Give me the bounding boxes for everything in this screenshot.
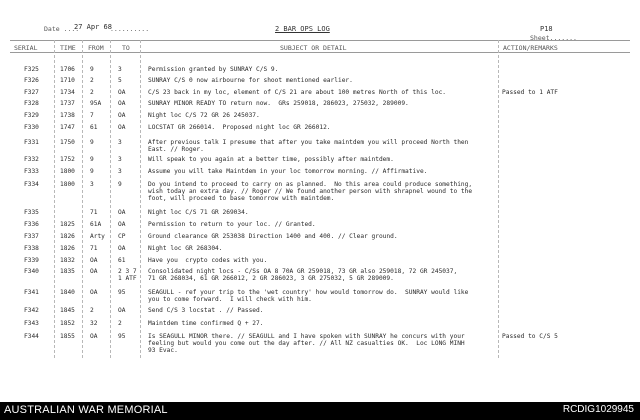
row-from: 61A: [90, 221, 102, 228]
row-serial: F332: [24, 156, 39, 163]
row-time: 1738: [60, 112, 75, 119]
row-time: 1840: [60, 289, 75, 296]
header-top-rule: [10, 40, 630, 41]
row-time: 1826: [60, 233, 75, 240]
row-detail: LOCSTAT GR 266014. Proposed night loc GR 266012.: [148, 124, 331, 131]
row-from: OA: [90, 257, 98, 264]
row-from: 61: [90, 124, 98, 131]
row-detail: SEAGULL - ref your trip to the 'wet country' how would tomorrow do. SUNRAY would like you to come forward. I will check with him.: [148, 289, 469, 304]
log-title: 2 BAR OPS LOG: [275, 25, 330, 33]
row-detail: C/S 23 back in my loc, element of C/S 21 are about 100 metres North of this loc.: [148, 89, 447, 96]
row-to: CP: [118, 233, 126, 240]
row-to: 2: [118, 320, 122, 327]
row-detail: Consolidated night locs - C/Ss OA 8 70A GR 259018, 73 GR also 259018, 72 GR 245037, 71 GR 268034, 61 GR 266012, 2 GR 286023, 3 GR 275032, 5 GR 289009.: [148, 268, 458, 283]
row-to: OA: [118, 124, 126, 131]
row-from: 9: [90, 168, 94, 175]
row-time: 1710: [60, 77, 75, 84]
row-time: 1747: [60, 124, 75, 131]
row-from: 9: [90, 139, 94, 146]
row-detail: Will speak to you again at a better time, possibly after maintdem.: [148, 156, 394, 163]
col-divider-subject: [498, 40, 499, 358]
row-detail: After previous talk I presume that after you take maintdem you will proceed North then East. // Roger.: [148, 139, 469, 154]
row-serial: F343: [24, 320, 39, 327]
col-divider-time: [82, 40, 83, 358]
row-time: 1737: [60, 100, 75, 107]
row-to: OA: [118, 209, 126, 216]
row-detail: SUNRAY MINOR READY TO return now. GRs 259018, 286023, 275032, 289009.: [148, 100, 409, 107]
row-from: 2: [90, 307, 94, 314]
row-time: 1734: [60, 89, 75, 96]
row-from: 9: [90, 156, 94, 163]
record-id: RCDIG1029945: [562, 404, 634, 415]
row-to: 95: [118, 333, 126, 340]
row-to: 9: [118, 181, 122, 188]
row-serial: F327: [24, 89, 39, 96]
row-serial: F335: [24, 209, 39, 216]
row-detail: Is SEAGULL MINOR there. // SEAGULL and I have spoken with SUNRAY he concurs with your feeling but would you come out the day after. // All NZ casualties OK. Loc LONG MINH 93 Evac.: [148, 333, 465, 355]
col-header-serial: SERIAL: [14, 44, 38, 52]
row-serial: F344: [24, 333, 39, 340]
row-serial: F338: [24, 245, 39, 252]
row-from: 3: [90, 181, 94, 188]
row-to: OA: [118, 221, 126, 228]
archive-name: AUSTRALIAN WAR MEMORIAL: [4, 404, 168, 416]
row-detail: Night loc GR 268304.: [148, 245, 223, 252]
row-serial: F339: [24, 257, 39, 264]
page-number: P18: [540, 25, 553, 33]
row-from: 2: [90, 89, 94, 96]
row-from: 7: [90, 112, 94, 119]
row-to: 3: [118, 66, 122, 73]
row-time: 1826: [60, 245, 75, 252]
row-time: 1800: [60, 181, 75, 188]
date-dots: ..........: [110, 25, 150, 33]
row-time: 1835: [60, 268, 75, 275]
col-divider-from: [110, 40, 111, 358]
archive-footer: [0, 402, 640, 420]
row-from: Arty: [90, 233, 105, 240]
row-serial: F331: [24, 139, 39, 146]
col-header-subject: SUBJECT OR DETAIL: [280, 44, 347, 52]
date-value: 27 Apr 68: [74, 23, 112, 31]
row-to: 3: [118, 139, 122, 146]
row-from: 71: [90, 209, 98, 216]
row-detail: Assume you will take Maintdem in your loc tomorrow morning. // Affirmative.: [148, 168, 428, 175]
row-serial: F341: [24, 289, 39, 296]
row-to: OA: [118, 89, 126, 96]
row-serial: F334: [24, 181, 39, 188]
row-from: 95A: [90, 100, 102, 107]
row-detail: Send C/S 3 locstat . // Passed.: [148, 307, 264, 314]
col-divider-serial: [54, 40, 55, 358]
row-serial: F326: [24, 77, 39, 84]
row-from: OA: [90, 333, 98, 340]
row-detail: Do you intend to proceed to carry on as planned. No this area could produce something, wish today an extra day. // Roger // We found another person with shrapnel wound to the foot, will proceed to base tomorrow with maintdem.: [148, 181, 473, 203]
row-from: 32: [90, 320, 98, 327]
header-bottom-rule: [10, 52, 630, 53]
row-serial: F329: [24, 112, 39, 119]
row-detail: Night loc C/S 72 GR 26 245037.: [148, 112, 260, 119]
sheet-label: Sheet.......: [530, 34, 577, 42]
row-detail: Ground clearance GR 253038 Direction 1400 and 400. // Clear ground.: [148, 233, 398, 240]
col-header-to: TO: [122, 44, 130, 52]
row-time: 1750: [60, 139, 75, 146]
row-action: Passed to 1 ATF: [502, 89, 558, 96]
row-from: 9: [90, 66, 94, 73]
row-from: OA: [90, 268, 98, 275]
col-header-action: ACTION/REMARKS: [503, 44, 558, 52]
row-from: OA: [90, 289, 98, 296]
row-from: 71: [90, 245, 98, 252]
row-serial: F342: [24, 307, 39, 314]
row-serial: F333: [24, 168, 39, 175]
row-time: 1706: [60, 66, 75, 73]
row-action: Passed to C/S 5: [502, 333, 558, 340]
row-to: 61: [118, 257, 126, 264]
row-to: OA: [118, 245, 126, 252]
row-time: 1800: [60, 168, 75, 175]
row-to: OA: [118, 112, 126, 119]
row-detail: Have you crypto codes with you.: [148, 257, 268, 264]
row-to: 3: [118, 168, 122, 175]
row-time: 1825: [60, 221, 75, 228]
row-to: 2 3 7 1 ATF: [118, 268, 137, 282]
row-serial: F340: [24, 268, 39, 275]
row-detail: Night loc C/S 71 GR 269034.: [148, 209, 249, 216]
row-detail: Permission granted by SUNRAY C/S 9.: [148, 66, 279, 73]
row-to: 3: [118, 156, 122, 163]
col-header-from: FROM: [88, 44, 104, 52]
row-to: OA: [118, 307, 126, 314]
row-serial: F328: [24, 100, 39, 107]
row-detail: Permission to return to your loc. // Granted.: [148, 221, 316, 228]
row-serial: F330: [24, 124, 39, 131]
row-time: 1752: [60, 156, 75, 163]
row-serial: F325: [24, 66, 39, 73]
row-time: 1845: [60, 307, 75, 314]
row-detail: SUNRAY C/S 0 now airbourne for shoot mentioned earlier.: [148, 77, 353, 84]
row-to: OA: [118, 100, 126, 107]
col-divider-to: [140, 40, 141, 358]
row-to: 95: [118, 289, 126, 296]
row-time: 1852: [60, 320, 75, 327]
row-time: 1832: [60, 257, 75, 264]
date-label: Date ....: [44, 25, 80, 33]
row-serial: F337: [24, 233, 39, 240]
row-from: 2: [90, 77, 94, 84]
row-to: 5: [118, 77, 122, 84]
row-time: 1855: [60, 333, 75, 340]
row-detail: Maintdem time confirmed Q + 27.: [148, 320, 264, 327]
col-header-time: TIME: [60, 44, 76, 52]
row-serial: F336: [24, 221, 39, 228]
